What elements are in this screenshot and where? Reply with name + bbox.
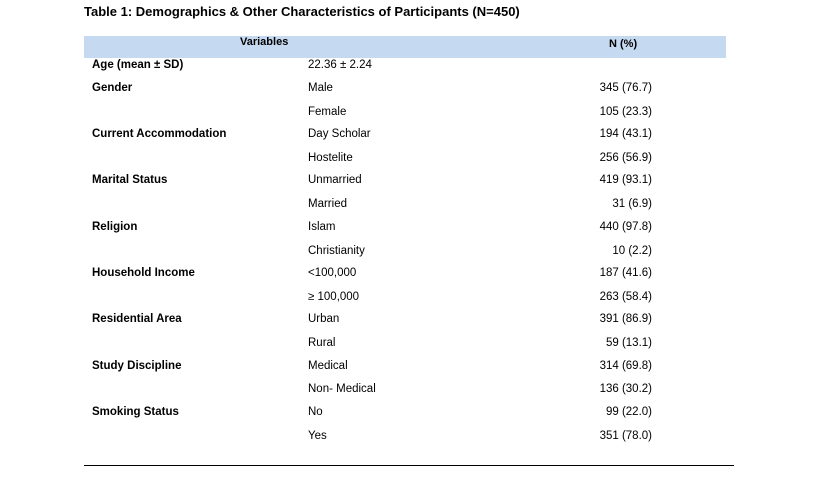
- row-value: 391 (86.9): [599, 313, 652, 325]
- row-category: Islam: [308, 221, 336, 233]
- row-category: Rural: [308, 337, 336, 349]
- row-value: 194 (43.1): [599, 128, 652, 140]
- row-value: 105 (23.3): [599, 106, 652, 118]
- row-category: No: [308, 406, 323, 418]
- row-category: Urban: [308, 313, 340, 325]
- table-row: [0, 82, 813, 98]
- row-category: Medical: [308, 360, 348, 372]
- table-row: [0, 291, 813, 307]
- table-row: [0, 313, 813, 329]
- row-value: 187 (41.6): [599, 267, 652, 279]
- row-variable: Marital Status: [92, 174, 168, 186]
- table-bottom-rule: [84, 465, 734, 466]
- row-variable: Study Discipline: [92, 360, 182, 372]
- row-value: 59 (13.1): [605, 337, 652, 349]
- row-category: 22.36 ± 2.24: [308, 59, 372, 71]
- row-category: Yes: [308, 430, 327, 442]
- row-category: Day Scholar: [308, 128, 371, 140]
- row-variable: Residential Area: [92, 313, 182, 325]
- table-caption: Table 1: Demographics & Other Characteristics of Participants (N=450): [84, 4, 520, 19]
- table-row: [0, 221, 813, 237]
- table-row: [0, 406, 813, 422]
- row-value: 136 (30.2): [599, 383, 652, 395]
- row-category: Unmarried: [308, 174, 362, 186]
- row-category: <100,000: [308, 267, 357, 279]
- row-value: 263 (58.4): [599, 291, 652, 303]
- row-variable: Religion: [92, 221, 138, 233]
- row-category: ≥ 100,000: [308, 291, 360, 303]
- row-variable: Age (mean ± SD): [92, 59, 184, 71]
- table-row: [0, 128, 813, 144]
- table-row: [0, 430, 813, 446]
- row-variable: Smoking Status: [92, 406, 179, 418]
- row-value: 345 (76.7): [599, 82, 652, 94]
- table-row: [0, 198, 813, 214]
- row-value: 314 (69.8): [599, 360, 652, 372]
- header-n-percent: N (%): [609, 38, 638, 50]
- row-value: 419 (93.1): [599, 174, 652, 186]
- table-row: [0, 174, 813, 190]
- row-value: 440 (97.8): [599, 221, 652, 233]
- table-row: [0, 59, 813, 75]
- header-variables: Variables: [240, 36, 289, 48]
- row-value: 31 (6.9): [612, 198, 652, 210]
- row-category: Male: [308, 82, 333, 94]
- row-variable: Gender: [92, 82, 133, 94]
- table-row: [0, 245, 813, 261]
- row-category: Hostelite: [308, 152, 353, 164]
- row-category: Non- Medical: [308, 383, 376, 395]
- row-category: Married: [308, 198, 347, 210]
- row-value: 256 (56.9): [599, 152, 652, 164]
- table-row: [0, 152, 813, 168]
- row-value: 99 (22.0): [605, 406, 652, 418]
- row-category: Christianity: [308, 245, 365, 257]
- row-value: 351 (78.0): [599, 430, 652, 442]
- row-value: 10 (2.2): [612, 245, 652, 257]
- table-row: [0, 360, 813, 376]
- row-category: Female: [308, 106, 347, 118]
- table-row: [0, 383, 813, 399]
- table-row: [0, 106, 813, 122]
- table-row: [0, 267, 813, 283]
- row-variable: Current Accommodation: [92, 128, 227, 140]
- row-variable: Household Income: [92, 267, 195, 279]
- table-row: [0, 337, 813, 353]
